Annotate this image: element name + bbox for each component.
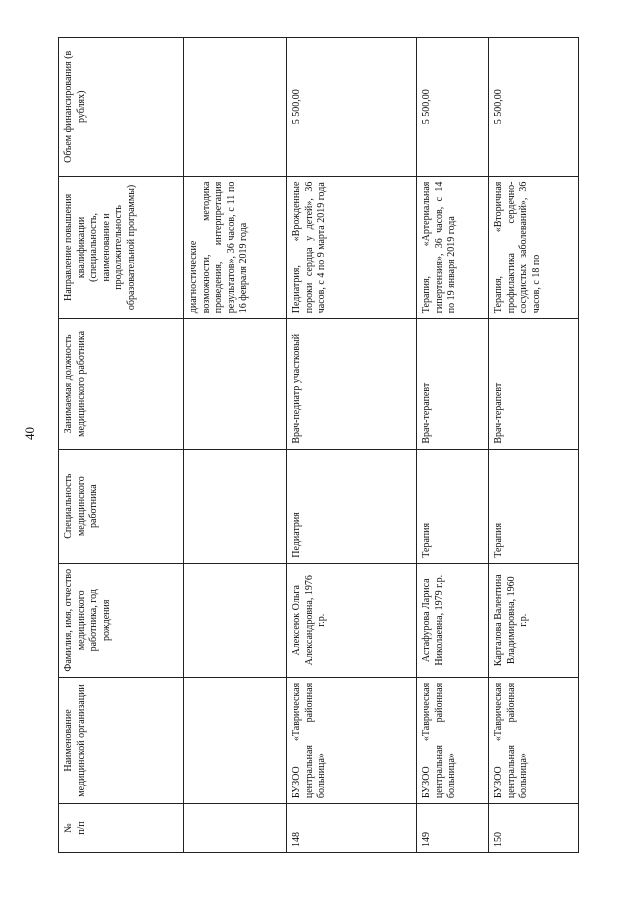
header-organization: Наименование медицинской организации <box>59 677 184 803</box>
table-row <box>489 38 579 853</box>
rotated-table-container <box>58 37 578 853</box>
training-table <box>58 37 579 853</box>
header-course: Направление повышения квалификации (специальность, наименование и продолжительность образовательной программы) <box>59 176 184 319</box>
row-name: Астафурова Лариса Николаевна, 1979 г.р. <box>417 563 489 677</box>
table-row-continuation <box>184 38 287 853</box>
header-specialty: Специальность медицинского работника <box>59 449 184 563</box>
page-number: 40 <box>22 427 37 440</box>
row-position: Врач-терапевт <box>489 319 579 449</box>
row-number: 150 <box>489 804 579 853</box>
header-position: Занимаемая должность медицинского работника <box>59 319 184 449</box>
row-amount: 5 500,00 <box>287 38 417 177</box>
table-row <box>417 38 489 853</box>
row-number: 148 <box>287 804 417 853</box>
row-specialty: Педиатрия <box>287 449 417 563</box>
continuation-course: диагностические возможности, методика проведения, интерпретация результатов», 36 часов, с 11 по 16 февраля 2019 года <box>184 176 287 319</box>
row-specialty: Терапия <box>417 449 489 563</box>
header-name: Фамилия, имя, отчество медицинского работника, год рождения <box>59 563 184 677</box>
row-organization: БУЗОО «Таврическая центральная районная больница» <box>287 677 417 803</box>
row-organization: БУЗОО «Таврическая центральная районная больница» <box>417 677 489 803</box>
row-organization: БУЗОО «Таврическая центральная районная больница» <box>489 677 579 803</box>
row-amount: 5 500,00 <box>417 38 489 177</box>
table-header-row <box>59 38 184 853</box>
row-specialty: Терапия <box>489 449 579 563</box>
table-row <box>287 38 417 853</box>
row-number: 149 <box>417 804 489 853</box>
row-position: Врач-терапевт <box>417 319 489 449</box>
row-name: Алексеюк Ольга Александровна, 1976 г.р. <box>287 563 417 677</box>
row-amount: 5 500,00 <box>489 38 579 177</box>
row-position: Врач-педиатр участковый <box>287 319 417 449</box>
header-number: № п/п <box>59 804 184 853</box>
row-course: Терапия, «Артериальная гипертензия», 36 часов, с 14 по 19 января 2019 года <box>417 176 489 319</box>
row-name: Карталова Валентина Владимировна, 1960 г.р. <box>489 563 579 677</box>
row-course: Терапия, «Вторичная профилактика сердечно-сосудистых заболеваний», 36 часов, с 18 по <box>489 176 579 319</box>
row-course: Педиатрия, «Врожденные пороки сердца у детей», 36 часов, с 4 по 9 марта 2019 года <box>287 176 417 319</box>
header-amount: Объем финансирования (в рублях) <box>59 38 184 177</box>
